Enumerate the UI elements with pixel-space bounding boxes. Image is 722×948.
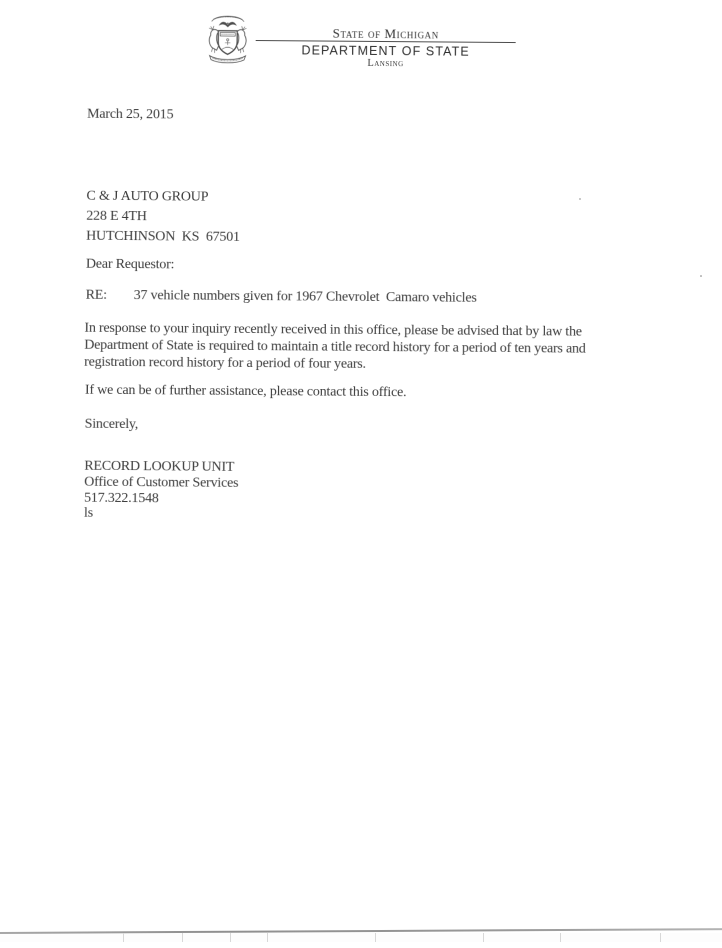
scan-tick bbox=[182, 933, 183, 942]
letter-date: March 25, 2015 bbox=[87, 106, 174, 123]
letterhead-city: Lansing bbox=[367, 57, 404, 70]
scan-bottom-margin bbox=[0, 933, 722, 942]
scan-tick bbox=[660, 933, 661, 942]
michigan-state-seal-icon bbox=[201, 11, 253, 69]
body-paragraph-1: In response to your inquiry recently received in this office, please be advised that by law the Department of State is required to maintain a title record history for a period of ten years and registration record history for a period of four years. bbox=[84, 320, 586, 373]
scan-speck bbox=[579, 198, 581, 200]
closing: Sincerely, bbox=[84, 416, 139, 433]
letterhead bbox=[255, 26, 515, 70]
signature-block: RECORD LOOKUP UNIT Office of Customer Services 517.322.1548 ls bbox=[83, 458, 239, 522]
scan-tick bbox=[560, 933, 561, 942]
scan-tick bbox=[483, 933, 484, 942]
letterhead-state-name: State of Michigan bbox=[332, 25, 439, 42]
salutation: Dear Requestor: bbox=[85, 256, 175, 273]
letterhead-department-name: DEPARTMENT OF STATE bbox=[301, 43, 470, 59]
scan-tick bbox=[230, 933, 231, 942]
subject-label: RE: bbox=[85, 287, 107, 303]
body-paragraph-2: If we can be of further assistance, please contact this office. bbox=[84, 382, 407, 401]
recipient-address: C & J AUTO GROUP 228 E 4TH HUTCHINSON KS 67501 bbox=[86, 188, 240, 245]
subject-text: 37 vehicle numbers given for 1967 Chevrolet Camaro vehicles bbox=[133, 288, 477, 306]
scan-tick bbox=[123, 933, 124, 942]
scan-tick bbox=[267, 933, 268, 942]
scan-speck bbox=[700, 275, 702, 277]
scan-tick bbox=[375, 933, 376, 942]
